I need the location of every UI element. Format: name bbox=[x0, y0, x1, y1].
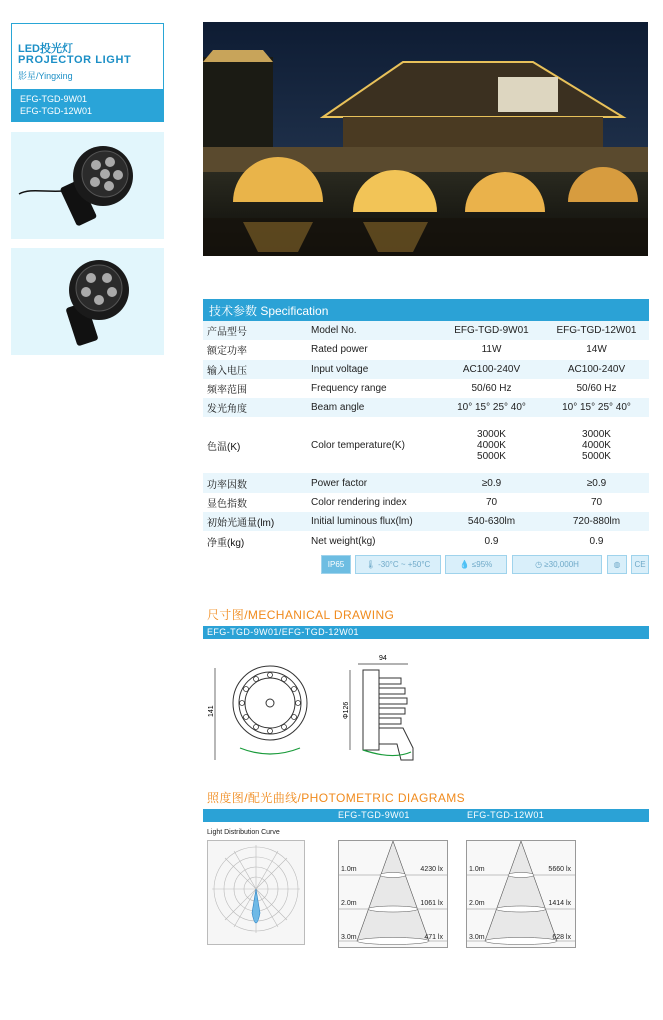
mechanical-drawing bbox=[203, 648, 423, 768]
spec-value-a bbox=[439, 417, 544, 473]
spec-label-cn: 产品型号 bbox=[203, 321, 307, 340]
ce-mark: CE bbox=[631, 555, 649, 574]
spec-label-en: Color rendering index bbox=[307, 493, 439, 512]
ip-rating-badge: IP65 bbox=[321, 555, 351, 574]
humidity-badge: 💧 ≤95% bbox=[445, 555, 507, 574]
distance-label: 1.0m bbox=[469, 866, 485, 873]
cct-value: 3000K bbox=[582, 428, 611, 440]
dim-width: 94 bbox=[379, 655, 387, 662]
distance-label: 3.0m bbox=[341, 934, 357, 941]
spec-value-a: 10° 15° 25° 40° bbox=[439, 398, 544, 417]
spec-value-b: 0.9 bbox=[544, 531, 649, 550]
cct-value: 3000K bbox=[477, 428, 506, 440]
title-en: PROJECTOR LIGHT bbox=[18, 54, 132, 66]
title-cn: LED投光灯 bbox=[18, 43, 73, 55]
spec-label-cn: 初始光通量(lm) bbox=[203, 512, 307, 531]
spec-value-a: EFG-TGD-9W01 bbox=[439, 321, 544, 340]
distance-label: 1.0m bbox=[341, 866, 357, 873]
lux-value: 628 lx bbox=[552, 934, 571, 941]
spec-label-cn: 输入电压 bbox=[203, 360, 307, 379]
lifetime-badge: ◷ ≥30,000H bbox=[512, 555, 602, 574]
spec-label-cn: 额定功率 bbox=[203, 340, 307, 359]
cct-value: 4000K bbox=[582, 439, 611, 451]
model-item: EFG-TGD-12W01 bbox=[20, 106, 93, 116]
dim-diameter: Φ126 bbox=[343, 701, 350, 719]
spec-value-b: ≥0.9 bbox=[544, 473, 649, 492]
spec-label-cn: 净重(kg) bbox=[203, 531, 307, 550]
table-row bbox=[203, 340, 649, 359]
spec-table bbox=[203, 321, 649, 551]
spec-label-cn: 显色指数 bbox=[203, 493, 307, 512]
spec-value-b: 70 bbox=[544, 493, 649, 512]
table-row bbox=[203, 379, 649, 398]
spec-heading: 技术参数 Specification bbox=[203, 299, 649, 321]
hero-photo bbox=[203, 22, 648, 256]
photometric-model-bar bbox=[203, 809, 649, 822]
spec-label-en: Input voltage bbox=[307, 360, 439, 379]
model-item: EFG-TGD-9W01 bbox=[20, 94, 88, 104]
table-row bbox=[203, 473, 649, 492]
model-list bbox=[12, 89, 163, 121]
spec-value-a: 11W bbox=[439, 340, 544, 359]
lux-value: 471 lx bbox=[424, 934, 443, 941]
spec-value-b: 720-880lm bbox=[544, 512, 649, 531]
lux-value: 5660 lx bbox=[548, 866, 571, 873]
lux-value: 1414 lx bbox=[548, 900, 571, 907]
cct-value: 5000K bbox=[477, 450, 506, 462]
spec-label-en: Initial luminous flux(lm) bbox=[307, 512, 439, 531]
spec-value-b: EFG-TGD-12W01 bbox=[544, 321, 649, 340]
table-row bbox=[203, 321, 649, 340]
table-row bbox=[203, 417, 649, 473]
table-row bbox=[203, 493, 649, 512]
table-row bbox=[203, 531, 649, 550]
distance-label: 2.0m bbox=[341, 900, 357, 907]
table-row bbox=[203, 398, 649, 417]
cct-value: 5000K bbox=[582, 450, 611, 462]
thermometer-icon: 🌡 bbox=[365, 560, 376, 569]
mechanical-model-bar: EFG-TGD-9W01/EFG-TGD-12W01 bbox=[203, 626, 649, 639]
spec-label-en: Power factor bbox=[307, 473, 439, 492]
cone-diagram-a bbox=[338, 840, 448, 948]
spec-value-a: 540-630lm bbox=[439, 512, 544, 531]
polar-curve-chart bbox=[207, 840, 305, 945]
clock-icon: ◷ bbox=[535, 560, 543, 569]
lux-value: 4230 lx bbox=[420, 866, 443, 873]
spec-value-b bbox=[544, 417, 649, 473]
spec-value-a: AC100-240V bbox=[439, 360, 544, 379]
spec-value-a: 50/60 Hz bbox=[439, 379, 544, 398]
feature-badges bbox=[321, 555, 649, 574]
spec-label-cn: 频率范围 bbox=[203, 379, 307, 398]
product-image-2 bbox=[11, 248, 164, 355]
cone-diagram-b bbox=[466, 840, 576, 948]
cct-value: 4000K bbox=[477, 439, 506, 451]
brand-label: 影星/Yingxing bbox=[18, 71, 73, 81]
spec-label-en: Rated power bbox=[307, 340, 439, 359]
spec-label-en: Beam angle bbox=[307, 398, 439, 417]
photometric-model-a: EFG-TGD-9W01 bbox=[338, 810, 410, 820]
temperature-badge: 🌡 -30°C ~ +50°C bbox=[355, 555, 441, 574]
distance-label: 3.0m bbox=[469, 934, 485, 941]
spec-value-a: ≥0.9 bbox=[439, 473, 544, 492]
spec-value-b: AC100-240V bbox=[544, 360, 649, 379]
spec-value-b: 10° 15° 25° 40° bbox=[544, 398, 649, 417]
spec-label-cn: 功率因数 bbox=[203, 473, 307, 492]
table-row bbox=[203, 512, 649, 531]
spec-value-b: 50/60 Hz bbox=[544, 379, 649, 398]
table-row bbox=[203, 360, 649, 379]
droplet-icon: 💧 bbox=[459, 560, 470, 569]
distance-label: 2.0m bbox=[469, 900, 485, 907]
spec-value-a: 70 bbox=[439, 493, 544, 512]
spec-label-en: Color temperature(K) bbox=[307, 417, 439, 473]
mechanical-heading: 尺寸图/MECHANICAL DRAWING bbox=[207, 608, 395, 622]
spec-label-cn: 色温(K) bbox=[203, 417, 307, 473]
globe-icon: ◍ bbox=[607, 555, 627, 574]
spec-label-cn: 发光角度 bbox=[203, 398, 307, 417]
light-distribution-label: Light Distribution Curve bbox=[207, 829, 280, 836]
photometric-model-b: EFG-TGD-12W01 bbox=[467, 810, 545, 820]
photometric-heading: 照度图/配光曲线/PHOTOMETRIC DIAGRAMS bbox=[207, 791, 466, 805]
spec-label-en: Net weight(kg) bbox=[307, 531, 439, 550]
spec-label-en: Model No. bbox=[307, 321, 439, 340]
title-box bbox=[11, 23, 164, 122]
spec-label-en: Frequency range bbox=[307, 379, 439, 398]
product-image-1 bbox=[11, 132, 164, 239]
lux-value: 1061 lx bbox=[420, 900, 443, 907]
spec-value-a: 0.9 bbox=[439, 531, 544, 550]
spec-value-b: 14W bbox=[544, 340, 649, 359]
dim-height: 141 bbox=[208, 705, 215, 717]
